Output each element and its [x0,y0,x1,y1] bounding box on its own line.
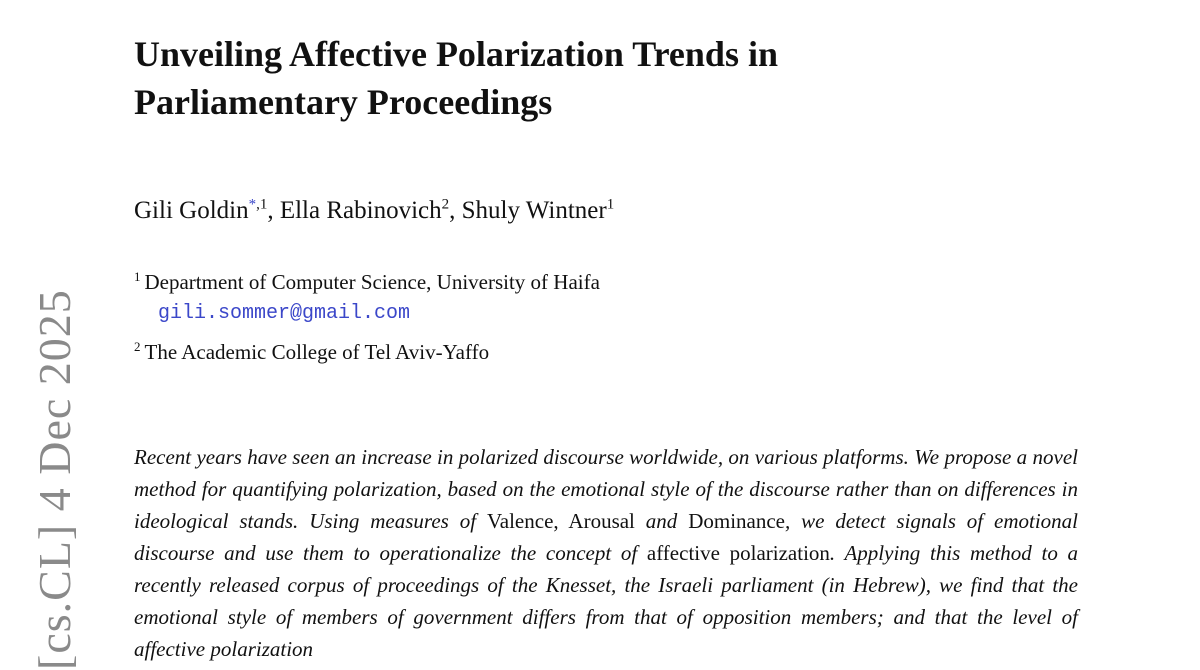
abstract-sep: , [553,509,569,533]
abstract-text: , we detect signals of emotional discourse and use them to operationalize the concept of [134,509,1079,565]
abstract-text: . Applying this method to a recently released corpus of proceedings of the Knesset, the Israeli parliament (in Hebrew), we find that the emotional style of members of government differs from that of opposition members; and that the level of affective polarization [134,541,1079,661]
author-affil-sup: ,1 [256,196,268,213]
affiliation-number: 1 [134,269,141,284]
abstract-sep: and [634,509,689,533]
affiliation-text: Department of Computer Science, University of Haifa [144,270,600,294]
abstract-term: affective polarization [646,541,830,565]
abstract-text: Recent years have seen an increase in polarized discourse worldwide, on various platforms. We propose a novel method for quantifying polarization, based on the emotional style of the discourse rather than on differences in ideological stands. Using measures of [134,445,1078,533]
author-affil-sup: 1 [606,196,615,213]
abstract-term: Arousal [568,509,635,533]
author-name: Shuly Wintner [461,197,607,224]
email-link[interactable]: gili.sommer@gmail.com [158,302,411,325]
author-name: Ella Rabinovich [279,197,442,224]
abstract-term: Valence [486,509,554,533]
abstract-term: Dominance [688,509,785,533]
affiliation-text: The Academic College of Tel Aviv-Yaffo [144,340,490,364]
arxiv-stamp-text: [cs.CL] 4 Dec 2025 [29,289,80,670]
abstract-paragraph [134,441,1078,665]
author-affil-sup: 2 [441,196,450,213]
title-line-1: Unveiling Affective Polarization Trends in [134,34,778,74]
corresponding-author-link[interactable]: * [248,196,257,213]
title-line-2: Parliamentary Proceedings [134,82,553,122]
affiliation-number: 2 [134,339,141,354]
author-name: Gili Goldin [134,197,249,224]
author-list: Gili Goldin$^{*,1}$, Ella Rabinovich$^2$, Shuly Wintner$^1$ [134,196,615,224]
